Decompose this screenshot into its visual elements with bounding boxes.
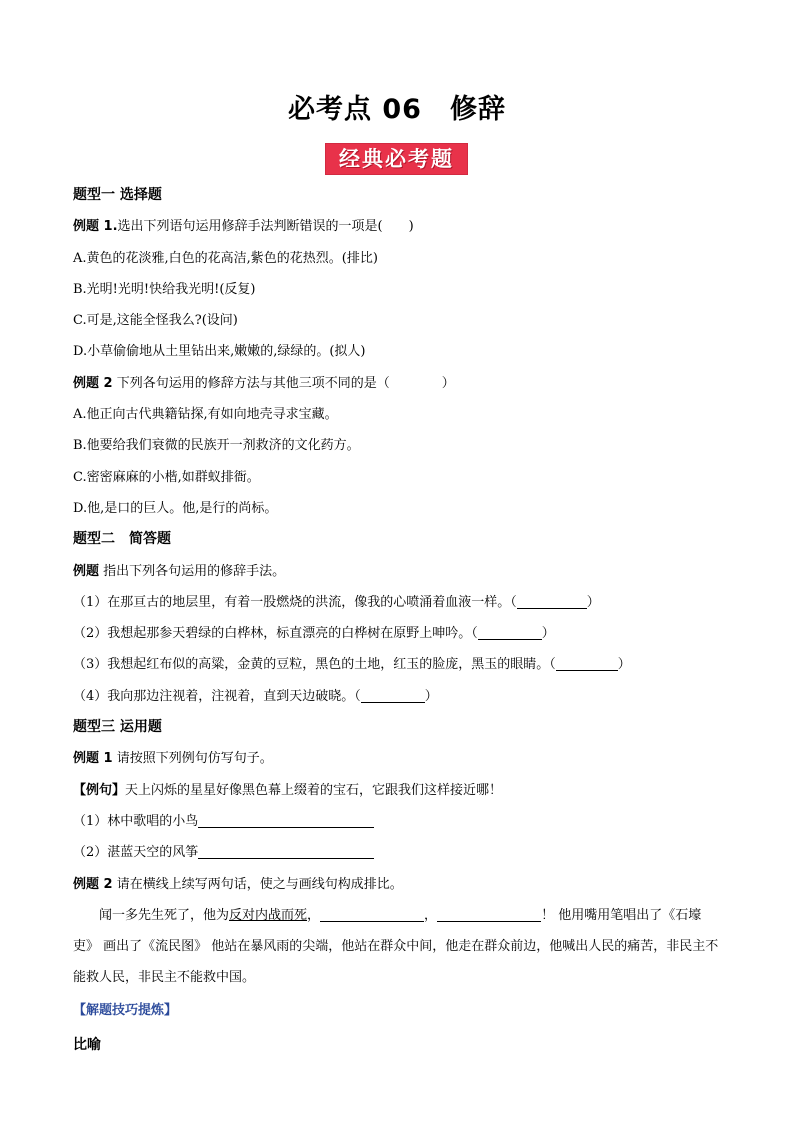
sub-item-3 xyxy=(73,649,727,680)
sub-item-text: （3）我想起红布似的高粱，金黄的豆粒，黑色的土地，红玉的脸庞，黑玉的眼睛。（ xyxy=(73,657,556,673)
sub-item-text: （4）我向那边注视着，注视着，直到天边破晓。（ xyxy=(73,688,361,704)
option-b: B.他要给我们衰微的民族开一剂救济的文化药方。 xyxy=(73,438,360,454)
question-label: 例题 2 xyxy=(73,876,113,892)
page-title: 必考点 06 修辞 xyxy=(288,94,506,125)
question-parallelism xyxy=(73,869,727,900)
answer-blank[interactable] xyxy=(517,594,587,609)
classic-exam-badge: 经典必考题 xyxy=(325,143,468,175)
sub-item-1 xyxy=(73,587,727,618)
answer-blank[interactable] xyxy=(198,844,374,859)
question-2 xyxy=(73,368,727,399)
sub-item-close: ） xyxy=(617,657,631,673)
option-b: B.光明!光明!快给我光明!(反复) xyxy=(73,281,256,297)
question-text: 下列各句运用的修辞方法与其他三项不同的是（ ） xyxy=(112,375,455,391)
sub-item-close: ） xyxy=(541,626,555,642)
answer-blank[interactable] xyxy=(478,625,542,640)
passage-text: 闻一多先生死了，他为 xyxy=(99,907,230,923)
imitate-item-1 xyxy=(73,806,727,837)
sub-item-4 xyxy=(73,681,727,712)
question-text: 选出下列语句运用修辞手法判断错误的一项是( ) xyxy=(117,219,414,235)
section-heading-application: 题型三 运用题 xyxy=(73,719,162,736)
imitate-item-text: （1）林中歌唱的小鸟 xyxy=(73,813,199,829)
question-label: 例题 xyxy=(73,563,100,579)
answer-blank[interactable] xyxy=(556,656,618,671)
underlined-sentence: 反对内战而死 xyxy=(229,907,308,923)
passage-paragraph xyxy=(73,900,727,994)
option-a: A.他正向古代典籍钻探,有如向地壳寻求宝藏。 xyxy=(73,407,338,423)
question-label: 例题 1 xyxy=(73,751,113,767)
question-label: 例题 1. xyxy=(73,219,118,235)
question-text: 指出下列各句运用的修辞手法。 xyxy=(99,563,286,579)
example-text: 天上闪烁的星星好像黑色幕上缀着的宝石，它跟我们这样接近哪！ xyxy=(125,782,503,798)
option-d: D.他,是口的巨人。他,是行的尚标。 xyxy=(73,500,278,516)
answer-blank[interactable] xyxy=(198,813,374,828)
option-a: A.黄色的花淡雅,白色的花高洁,紫色的花热烈。(排比) xyxy=(73,250,378,266)
option-c: C.密密麻麻的小楷,如群蚁排衙。 xyxy=(73,469,260,485)
example-label: 【例句】 xyxy=(73,782,126,798)
sub-item-close: ） xyxy=(424,688,438,704)
passage-text: ， xyxy=(424,907,438,923)
sub-item-close: ） xyxy=(586,594,600,610)
tips-heading: 【解题技巧提炼】 xyxy=(73,1002,178,1018)
answer-blank[interactable] xyxy=(361,688,425,703)
question-label: 例题 2 xyxy=(73,375,113,391)
tips-subheading: 比喻 xyxy=(73,1036,101,1053)
sub-item-text: （2）我想起那参天碧绿的白桦林，标直漂亮的白桦树在原野上呻吟。（ xyxy=(73,626,478,642)
question-1 xyxy=(73,211,727,242)
passage-text: ， xyxy=(307,907,321,923)
example-sentence xyxy=(73,775,727,806)
question-imitate xyxy=(73,743,727,774)
answer-blank[interactable] xyxy=(437,907,541,922)
passage-text: ！ 他用嘴用笔唱出了《石壕吏》 画出了《流民图》 他站在暴风雨的尖端，他站在群众中间，他走在群众前边，他喊出人民的痛苦，非民主不能救人民，非民主不能救中国。 xyxy=(73,907,719,986)
sub-item-text: （1）在那亘古的地层里，有着一股燃烧的洪流，像我的心喷涌着血液一样。（ xyxy=(73,594,517,610)
question-short-answer xyxy=(73,556,727,587)
document-body xyxy=(73,180,727,1062)
answer-blank[interactable] xyxy=(320,907,424,922)
sub-item-2 xyxy=(73,618,727,649)
option-c: C.可是,这能全怪我么?(设问) xyxy=(73,313,238,329)
option-d: D.小草偷偷地从土里钻出来,嫩嫩的,绿绿的。(拟人) xyxy=(73,344,366,360)
question-text: 请在横线上续写两句话，使之与画线句构成排比。 xyxy=(112,876,403,892)
imitate-item-2 xyxy=(73,837,727,868)
section-heading-short-answer: 题型二 简答题 xyxy=(73,531,171,548)
section-heading-choice: 题型一 选择题 xyxy=(73,187,162,203)
imitate-item-text: （2）湛蓝天空的风筝 xyxy=(73,845,199,861)
question-text: 请按照下列例句仿写句子。 xyxy=(112,751,273,767)
